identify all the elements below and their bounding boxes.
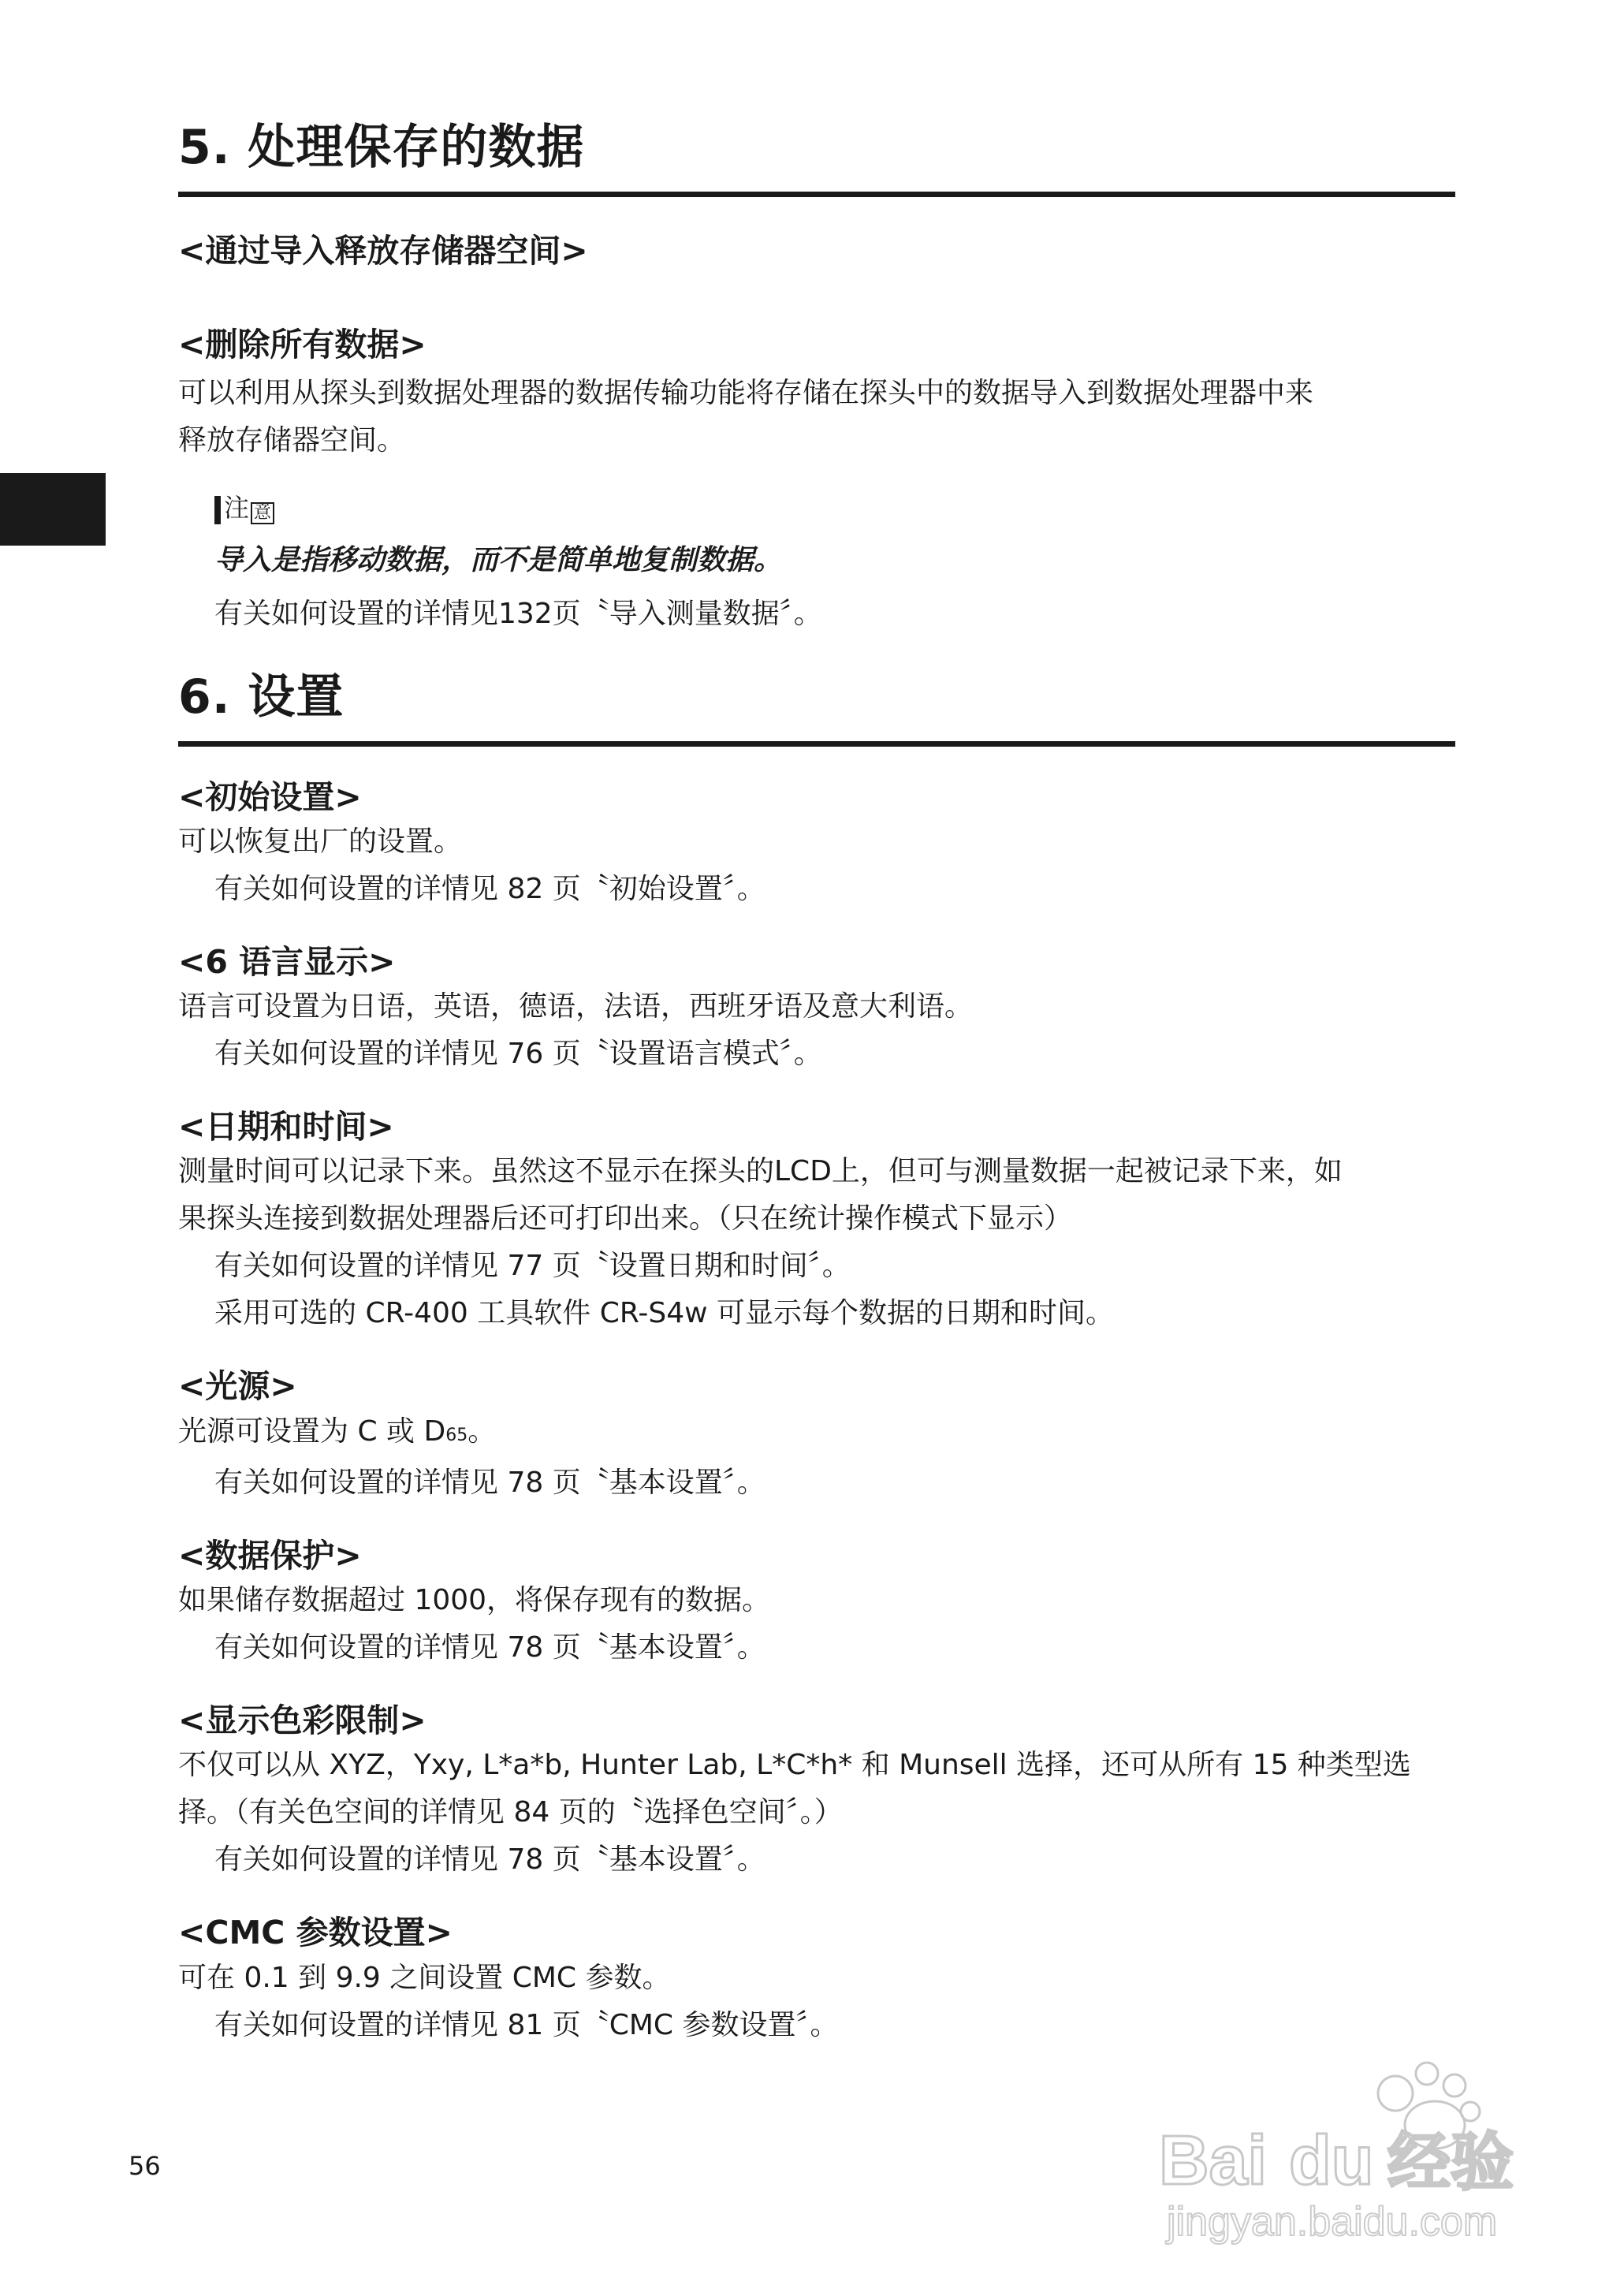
setting-heading: <显示色彩限制> xyxy=(178,1702,426,1740)
section-6-title: 6. 设置 xyxy=(178,669,345,725)
note-label-box: 意 xyxy=(251,502,274,524)
section-5-title: 5. 处理保存的数据 xyxy=(178,120,585,175)
illuminant-subscript: 65 xyxy=(445,1425,468,1445)
setting-reference: 有关如何设置的详情见 81 页〝CMC 参数设置〞。 xyxy=(214,2008,839,2041)
setting-reference: 有关如何设置的详情见 76 页〝设置语言模式〞。 xyxy=(214,1038,822,1071)
setting-reference: 有关如何设置的详情见 78 页〝基本设置〞。 xyxy=(214,1843,765,1877)
setting-item-cmc xyxy=(178,1912,1455,2048)
setting-item-illuminant xyxy=(178,1366,1455,1506)
note-label-text: 注 xyxy=(224,492,250,523)
section-5-paragraph-line-1: 可以利用从探头到数据处理器的数据传输功能将存储在探头中的数据导入到数据处理器中来 xyxy=(178,376,1314,409)
setting-heading: <数据保护> xyxy=(178,1536,362,1575)
section-5 xyxy=(178,118,1455,638)
setting-heading: <初始设置> xyxy=(178,777,362,816)
svg-text:Bai: Bai xyxy=(1159,2121,1267,2199)
section-5-subheading-1: <通过导入释放存储器空间> xyxy=(178,232,588,270)
section-6-rule xyxy=(178,741,1455,747)
illuminant-end: 。 xyxy=(467,1414,497,1448)
note-marker-icon xyxy=(214,496,221,524)
setting-item-data-protection xyxy=(178,1535,1455,1672)
setting-item-date-time xyxy=(178,1106,1455,1337)
setting-reference: 有关如何设置的详情见 78 页〝基本设置〞。 xyxy=(214,1631,765,1664)
setting-item-initial xyxy=(178,777,1455,913)
setting-heading: <CMC 参数设置> xyxy=(178,1914,453,1952)
setting-description-line-2: 果探头连接到数据处理器后还可打印出来。（只在统计操作模式下显示） xyxy=(178,1202,1073,1236)
page-content xyxy=(178,118,1455,2049)
setting-item-color-limit xyxy=(178,1700,1455,1884)
page-number: 56 xyxy=(129,2151,161,2181)
section-5-paragraph-line-2: 释放存储器空间。 xyxy=(178,423,406,457)
note-reference: 有关如何设置的详情见132页〝导入测量数据〞。 xyxy=(214,597,822,630)
setting-reference-software: 采用可选的 CR-400 工具软件 CR-S4w 可显示每个数据的日期和时间。 xyxy=(214,1297,1115,1330)
illuminant-text: 光源可设置为 C 或 D xyxy=(178,1414,446,1448)
setting-reference: 有关如何设置的详情见 77 页〝设置日期和时间〞。 xyxy=(214,1250,851,1283)
setting-heading: <光源> xyxy=(178,1367,297,1406)
svg-text:du: du xyxy=(1289,2121,1374,2199)
setting-description: 如果储存数据超过 1000，将保存现有的数据。 xyxy=(178,1584,771,1617)
section-6 xyxy=(178,668,1455,2049)
setting-heading: <日期和时间> xyxy=(178,1108,394,1146)
setting-description-line-1: 不仅可以从 XYZ，Yxy, L*a*b, Hunter Lab, L*C*h* 和 Munsell 选择，还可从所有 15 种类型选 xyxy=(178,1749,1411,1782)
note-block xyxy=(178,488,1455,638)
section-5-rule xyxy=(178,192,1455,197)
setting-description-line-1: 测量时间可以记录下来。虽然这不显示在探头的LCD上，但可与测量数据一起被记录下来，如 xyxy=(178,1155,1343,1188)
setting-description: 可以恢复出厂的设置。 xyxy=(178,825,463,858)
setting-item-language xyxy=(178,941,1455,1078)
setting-reference: 有关如何设置的详情见 78 页〝基本设置〞。 xyxy=(214,1466,765,1499)
note-emphasis: 导入是指移动数据，而不是简单地复制数据。 xyxy=(214,543,783,576)
setting-description: 语言可设置为日语，英语，德语，法语，西班牙语及意大利语。 xyxy=(178,990,974,1023)
section-5-subheading-2: <删除所有数据> xyxy=(178,326,426,364)
note-label xyxy=(214,488,274,524)
setting-description-line-2: 择。（有关色空间的详情见 84 页的〝选择色空间〞。） xyxy=(178,1796,843,1829)
setting-reference: 有关如何设置的详情见 82 页〝初始设置〞。 xyxy=(214,872,765,905)
chapter-tab xyxy=(0,473,106,546)
svg-text:jingyan.baidu.com: jingyan.baidu.com xyxy=(1167,2199,1498,2245)
setting-heading: <6 语言显示> xyxy=(178,942,396,981)
setting-description: 可在 0.1 到 9.9 之间设置 CMC 参数。 xyxy=(178,1961,671,1994)
setting-description xyxy=(178,1408,1455,1459)
baidu-jingyan-watermark-icon xyxy=(1151,2050,1529,2255)
svg-text:经验: 经验 xyxy=(1387,2126,1514,2199)
